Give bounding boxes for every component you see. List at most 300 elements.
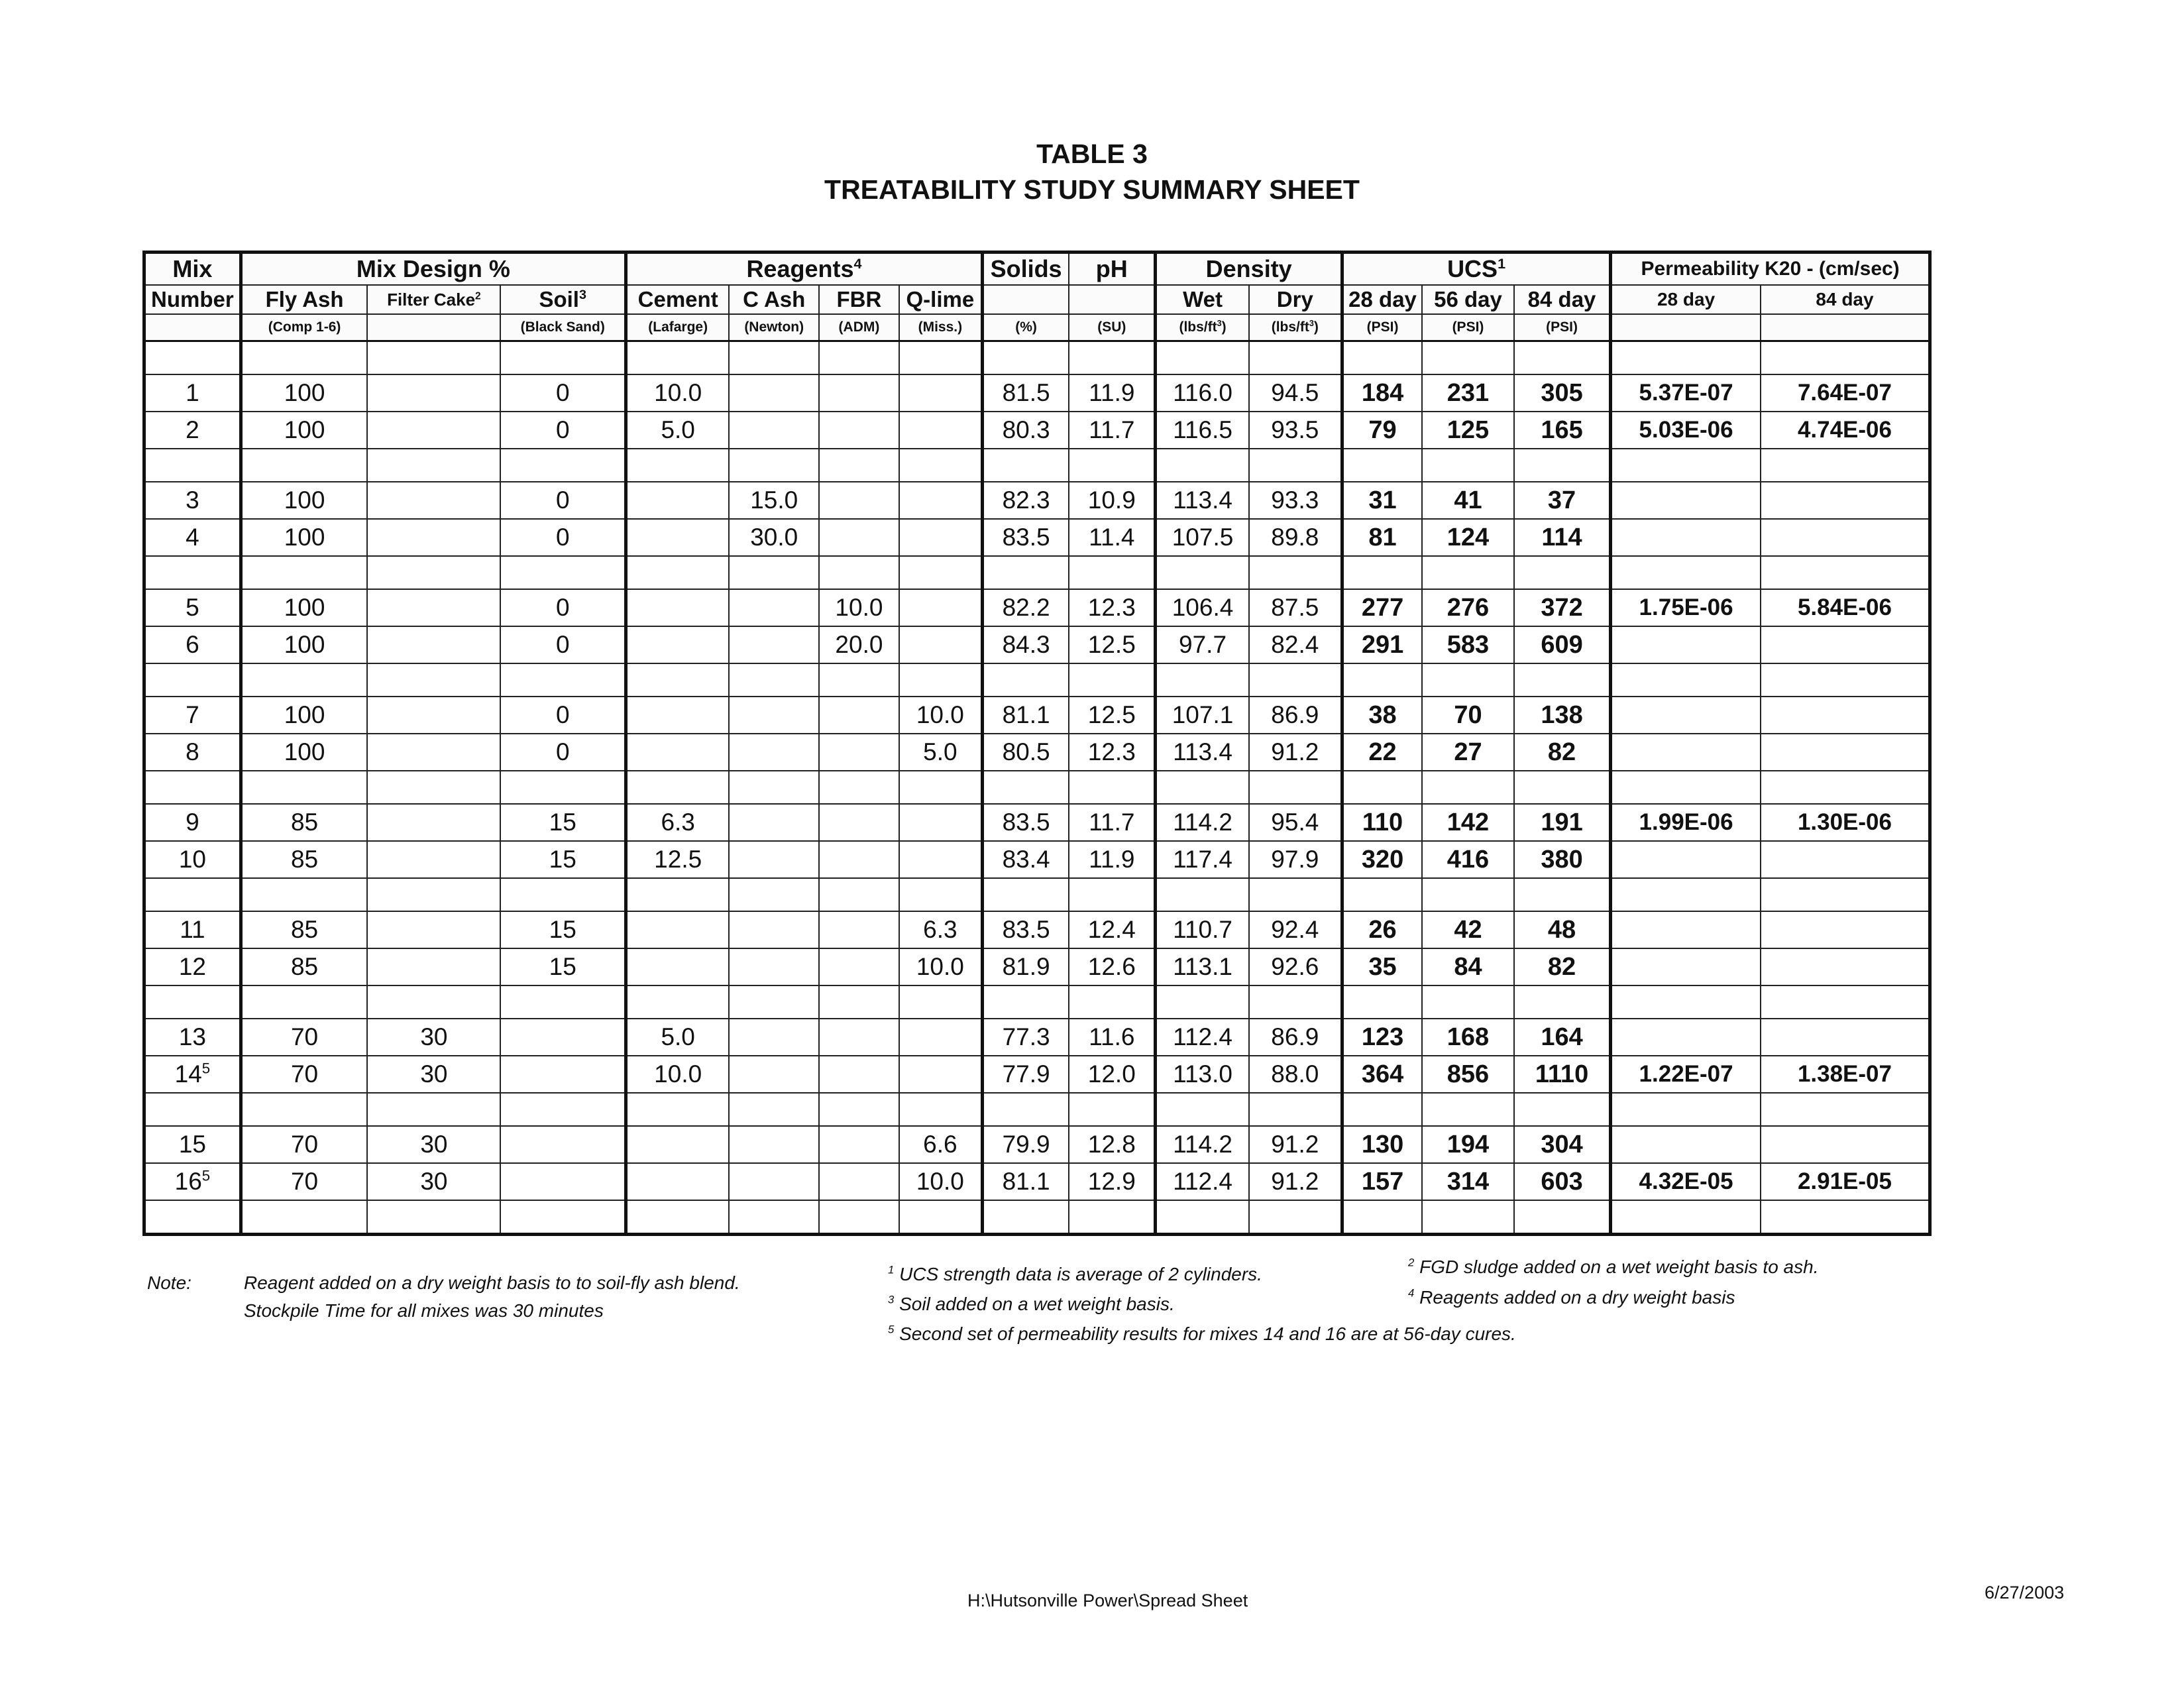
ucs-56-unit: (PSI) [1422,314,1514,341]
footnote-1: $^1$ UCS strength data is average of 2 cylinders. [888,1263,1262,1284]
footnote-4: $^4$ Reagents added on a dry weight basis [1408,1286,1735,1308]
filter-cake-cell [367,626,500,663]
filter-cake-cell [367,412,500,449]
q-lime-cell: 10.0 [899,697,983,734]
solids-header: Solids [982,253,1069,286]
density-dry-cell: 86.9 [1249,697,1342,734]
filter-cake-cell [367,519,500,556]
fbr-cell [819,841,899,878]
ucs-56-cell: 70 [1422,697,1514,734]
solids-cell: 81.5 [982,374,1069,412]
density-dry-cell: 87.5 [1249,589,1342,626]
mix-header: Mix [144,253,241,286]
reagents-header: Reagents$^4$ [626,253,983,286]
spacer-row [144,556,1930,589]
permeability-header: Permeability K20 - (cm/sec) [1611,253,1930,286]
summary-table [142,251,1932,1236]
soil-cell [500,1163,626,1200]
fbr-cell: 20.0 [819,626,899,663]
note-reagent-basis: Reagent added on a dry weight basis to to soil-fly ash blend. [244,1272,740,1293]
q-lime-header: Q-lime [899,285,983,314]
ucs-header: UCS$^1$ [1342,253,1610,286]
footnote-2: $^2$ FGD sludge added on a wet weight basis to ash. [1408,1256,1819,1277]
wet-header: Wet [1156,285,1249,314]
mix-number-cell: 10 [144,841,241,878]
fly-ash-header: Fly Ash [241,285,367,314]
ucs-56-cell: 416 [1422,841,1514,878]
cement-cell: 5.0 [626,412,730,449]
mix-number-cell: 13 [144,1019,241,1056]
density-wet-cell: 113.0 [1156,1056,1249,1093]
perm-28-cell [1611,948,1761,985]
solids-cell: 81.1 [982,1163,1069,1200]
solids-cell: 82.2 [982,589,1069,626]
filter-cake-cell [367,734,500,771]
density-wet-cell: 114.2 [1156,1126,1249,1163]
fbr-header: FBR [819,285,899,314]
table-row [144,1126,1930,1163]
fly-ash-cell: 85 [241,948,367,985]
solids-subheader [982,285,1069,314]
mix-number-cell: $14^5$ [144,1056,241,1093]
c-ash-cell [729,412,819,449]
density-dry-cell: 97.9 [1249,841,1342,878]
density-dry-cell: 89.8 [1249,519,1342,556]
soil-cell: 0 [500,697,626,734]
mix-number-cell: 6 [144,626,241,663]
c-ash-cell [729,626,819,663]
density-wet-cell: 107.1 [1156,697,1249,734]
wet-unit: $(lbs/ft^3)$ [1156,314,1249,341]
ph-cell: 12.0 [1069,1056,1156,1093]
spacer-row [144,771,1930,804]
density-dry-cell: 92.6 [1249,948,1342,985]
perm-28-cell [1611,519,1761,556]
ph-cell: 12.5 [1069,697,1156,734]
q-lime-cell: 6.6 [899,1126,983,1163]
c-ash-cell [729,1019,819,1056]
print-date: 6/27/2003 [1985,1583,2065,1602]
perm-84-cell [1761,1019,1930,1056]
ucs-84-cell: 48 [1514,911,1611,948]
number-header: Number [144,285,241,314]
ucs-56-cell: 142 [1422,804,1514,841]
soil-cell: 15 [500,841,626,878]
density-dry-cell: 86.9 [1249,1019,1342,1056]
ucs-84-cell: 305 [1514,374,1611,412]
fbr-unit: (ADM) [819,314,899,341]
ph-cell: 11.7 [1069,412,1156,449]
mix-number-cell: 15 [144,1126,241,1163]
cement-cell: 10.0 [626,1056,730,1093]
ph-cell: 12.3 [1069,589,1156,626]
file-path: H:\Hutsonville Power\Spread Sheet [967,1591,1248,1610]
fbr-cell [819,697,899,734]
ph-cell: 11.9 [1069,374,1156,412]
density-wet-cell: 116.0 [1156,374,1249,412]
cement-cell [626,697,730,734]
fbr-cell [819,948,899,985]
ucs-56-cell: 125 [1422,412,1514,449]
perm-84-cell: 4.74E-06 [1761,412,1930,449]
ph-header: pH [1069,253,1156,286]
ucs-84-cell: 191 [1514,804,1611,841]
cement-cell: 12.5 [626,841,730,878]
density-wet-cell: 117.4 [1156,841,1249,878]
perm-84-cell [1761,948,1930,985]
ucs-84-cell: 37 [1514,482,1611,519]
ucs-56-cell: 84 [1422,948,1514,985]
perm-28-cell: 4.32E-05 [1611,1163,1761,1200]
soil-cell [500,1126,626,1163]
solids-cell: 83.5 [982,911,1069,948]
fly-ash-cell: 100 [241,412,367,449]
perm-84-cell [1761,626,1930,663]
filter-cake-cell: 30 [367,1019,500,1056]
ucs-28-cell: 184 [1342,374,1422,412]
fly-ash-cell: 70 [241,1019,367,1056]
fbr-cell [819,412,899,449]
q-lime-unit: (Miss.) [899,314,983,341]
solids-cell: 83.4 [982,841,1069,878]
perm-28-cell: 5.37E-07 [1611,374,1761,412]
density-wet-cell: 116.5 [1156,412,1249,449]
mix-number-cell: 5 [144,589,241,626]
cement-header: Cement [626,285,730,314]
perm-28-cell [1611,697,1761,734]
note-label: Note: [147,1272,191,1293]
table-row [144,626,1930,663]
c-ash-unit: (Newton) [729,314,819,341]
table-row [144,1019,1930,1056]
filter-cake-cell [367,804,500,841]
density-dry-cell: 82.4 [1249,626,1342,663]
soil-cell: 0 [500,589,626,626]
ucs-28-header: 28 day [1342,285,1422,314]
fly-ash-cell: 100 [241,626,367,663]
solids-unit: (%) [982,314,1069,341]
density-dry-cell: 91.2 [1249,1163,1342,1200]
perm-84-header: 84 day [1761,285,1930,314]
q-lime-cell: 5.0 [899,734,983,771]
soil-cell: 0 [500,374,626,412]
ucs-28-cell: 157 [1342,1163,1422,1200]
table-title: TREATABILITY STUDY SUMMARY SHEET [824,174,1360,205]
ucs-84-cell: 165 [1514,412,1611,449]
density-wet-cell: 112.4 [1156,1163,1249,1200]
density-wet-cell: 114.2 [1156,804,1249,841]
table-row [144,697,1930,734]
soil-cell: 0 [500,412,626,449]
perm-28-cell [1611,482,1761,519]
q-lime-cell [899,804,983,841]
perm-84-cell: 7.64E-07 [1761,374,1930,412]
mix-number-cell: 8 [144,734,241,771]
density-wet-cell: 107.5 [1156,519,1249,556]
ucs-84-cell: 164 [1514,1019,1611,1056]
soil-cell [500,1056,626,1093]
density-wet-cell: 106.4 [1156,589,1249,626]
ucs-56-cell: 314 [1422,1163,1514,1200]
table-row [144,374,1930,412]
perm-28-cell [1611,1126,1761,1163]
density-wet-cell: 113.4 [1156,734,1249,771]
c-ash-cell: 30.0 [729,519,819,556]
cement-cell: 5.0 [626,1019,730,1056]
q-lime-cell [899,1056,983,1093]
perm-28-cell [1611,734,1761,771]
ph-unit: (SU) [1069,314,1156,341]
mix-number-cell: 9 [144,804,241,841]
cement-cell [626,482,730,519]
soil-cell: 15 [500,948,626,985]
fbr-cell [819,1126,899,1163]
c-ash-cell [729,804,819,841]
ph-subheader [1069,285,1156,314]
filter-cake-cell [367,589,500,626]
mix-number-cell: 4 [144,519,241,556]
ucs-28-cell: 81 [1342,519,1422,556]
perm-28-cell [1611,841,1761,878]
mix-number-cell: 3 [144,482,241,519]
solids-cell: 82.3 [982,482,1069,519]
perm-28-header: 28 day [1611,285,1761,314]
fly-ash-cell: 100 [241,589,367,626]
c-ash-cell [729,1126,819,1163]
spacer-row [144,341,1930,375]
ucs-28-cell: 79 [1342,412,1422,449]
density-dry-cell: 88.0 [1249,1056,1342,1093]
cement-cell [626,1126,730,1163]
table-number: TABLE 3 [1036,139,1148,169]
ph-cell: 11.6 [1069,1019,1156,1056]
ucs-56-cell: 168 [1422,1019,1514,1056]
fly-ash-cell: 70 [241,1163,367,1200]
ucs-28-cell: 26 [1342,911,1422,948]
fly-ash-cell: 100 [241,697,367,734]
table-row [144,519,1930,556]
ph-cell: 11.4 [1069,519,1156,556]
perm-28-cell: 1.99E-06 [1611,804,1761,841]
table-row [144,1056,1930,1093]
ucs-28-unit: (PSI) [1342,314,1422,341]
fly-ash-cell: 85 [241,804,367,841]
soil-cell: 15 [500,911,626,948]
ph-cell: 12.4 [1069,911,1156,948]
ucs-28-cell: 22 [1342,734,1422,771]
c-ash-cell [729,841,819,878]
solids-cell: 79.9 [982,1126,1069,1163]
perm-84-cell [1761,1126,1930,1163]
ph-cell: 11.9 [1069,841,1156,878]
q-lime-cell [899,1019,983,1056]
mix-number-cell: 7 [144,697,241,734]
ph-cell: 12.9 [1069,1163,1156,1200]
soil-unit: (Black Sand) [500,314,626,341]
cement-cell: 6.3 [626,804,730,841]
solids-cell: 84.3 [982,626,1069,663]
filter-cake-cell: 30 [367,1056,500,1093]
perm-28-cell: 1.75E-06 [1611,589,1761,626]
ucs-84-cell: 114 [1514,519,1611,556]
dry-unit: $(lbs/ft^3)$ [1249,314,1342,341]
density-wet-cell: 112.4 [1156,1019,1249,1056]
fly-ash-cell: 70 [241,1126,367,1163]
spacer-row [144,878,1930,911]
table-row [144,1163,1930,1200]
solids-cell: 80.3 [982,412,1069,449]
fbr-cell [819,1056,899,1093]
ucs-84-cell: 304 [1514,1126,1611,1163]
ucs-56-header: 56 day [1422,285,1514,314]
ucs-84-cell: 603 [1514,1163,1611,1200]
perm-84-cell [1761,697,1930,734]
ucs-56-cell: 42 [1422,911,1514,948]
spacer-row [144,1093,1930,1126]
c-ash-cell [729,1163,819,1200]
fly-ash-cell: 70 [241,1056,367,1093]
q-lime-cell [899,519,983,556]
mix-number-cell: 1 [144,374,241,412]
cement-cell [626,948,730,985]
ph-cell: 10.9 [1069,482,1156,519]
filter-cake-cell: 30 [367,1126,500,1163]
density-dry-cell: 95.4 [1249,804,1342,841]
ucs-28-cell: 38 [1342,697,1422,734]
table-row [144,948,1930,985]
q-lime-cell: 6.3 [899,911,983,948]
ucs-84-cell: 82 [1514,948,1611,985]
ucs-84-cell: 380 [1514,841,1611,878]
mix-number-cell: 11 [144,911,241,948]
cement-cell [626,911,730,948]
table-row [144,482,1930,519]
filter-cake-cell [367,482,500,519]
ucs-28-cell: 35 [1342,948,1422,985]
table-row [144,589,1930,626]
perm-28-cell: 5.03E-06 [1611,412,1761,449]
note-stockpile-time: Stockpile Time for all mixes was 30 minutes [244,1300,604,1321]
cement-cell [626,589,730,626]
perm-28-cell [1611,1019,1761,1056]
ucs-84-cell: 138 [1514,697,1611,734]
perm-84-cell [1761,841,1930,878]
ucs-84-cell: 609 [1514,626,1611,663]
filter-cake-cell [367,911,500,948]
filter-cake-cell [367,948,500,985]
density-wet-cell: 113.4 [1156,482,1249,519]
table-body [144,341,1930,1235]
perm-84-cell [1761,911,1930,948]
perm-84-cell [1761,519,1930,556]
ucs-56-cell: 124 [1422,519,1514,556]
cement-unit: (Lafarge) [626,314,730,341]
soil-cell: 15 [500,804,626,841]
q-lime-cell [899,841,983,878]
soil-cell: 0 [500,519,626,556]
dry-header: Dry [1249,285,1342,314]
c-ash-cell [729,734,819,771]
c-ash-cell [729,697,819,734]
ucs-28-cell: 31 [1342,482,1422,519]
q-lime-cell: 10.0 [899,948,983,985]
density-dry-cell: 91.2 [1249,1126,1342,1163]
ucs-84-header: 84 day [1514,285,1611,314]
filter-cake-cell: 30 [367,1163,500,1200]
perm-28-cell: 1.22E-07 [1611,1056,1761,1093]
table-row [144,734,1930,771]
soil-cell: 0 [500,734,626,771]
ucs-28-cell: 123 [1342,1019,1422,1056]
soil-cell: 0 [500,482,626,519]
c-ash-cell: 15.0 [729,482,819,519]
fly-ash-cell: 100 [241,734,367,771]
filter-cake-cell [367,841,500,878]
table-row [144,804,1930,841]
fbr-cell [819,519,899,556]
mix-number-cell: 2 [144,412,241,449]
density-dry-cell: 94.5 [1249,374,1342,412]
header-group-row [144,253,1930,286]
ucs-56-cell: 583 [1422,626,1514,663]
footnote-5: $^5$ Second set of permeability results for mixes 14 and 16 are at 56-day cures. [888,1323,1516,1344]
solids-cell: 83.5 [982,519,1069,556]
density-wet-cell: 97.7 [1156,626,1249,663]
fly-ash-unit: (Comp 1-6) [241,314,367,341]
ucs-28-cell: 320 [1342,841,1422,878]
perm-84-cell: 5.84E-06 [1761,589,1930,626]
mix-number-cell: $16^5$ [144,1163,241,1200]
solids-cell: 83.5 [982,804,1069,841]
density-wet-cell: 110.7 [1156,911,1249,948]
density-dry-cell: 91.2 [1249,734,1342,771]
filter-cake-cell [367,697,500,734]
fly-ash-cell: 100 [241,482,367,519]
perm-84-cell [1761,734,1930,771]
ucs-28-cell: 110 [1342,804,1422,841]
soil-cell: 0 [500,626,626,663]
cement-cell [626,1163,730,1200]
ucs-84-cell: 372 [1514,589,1611,626]
ucs-84-cell: 82 [1514,734,1611,771]
density-wet-cell: 113.1 [1156,948,1249,985]
perm-28-cell [1611,626,1761,663]
ucs-28-cell: 277 [1342,589,1422,626]
fbr-cell [819,374,899,412]
perm-84-cell: 1.38E-07 [1761,1056,1930,1093]
fly-ash-cell: 100 [241,374,367,412]
solids-cell: 77.3 [982,1019,1069,1056]
ucs-84-cell: 1110 [1514,1056,1611,1093]
ph-cell: 12.6 [1069,948,1156,985]
ucs-84-unit: (PSI) [1514,314,1611,341]
ucs-56-cell: 194 [1422,1126,1514,1163]
spacer-row [144,985,1930,1019]
header-column-row [144,285,1930,314]
c-ash-cell [729,911,819,948]
cement-cell [626,734,730,771]
fbr-cell [819,1019,899,1056]
density-dry-cell: 93.5 [1249,412,1342,449]
q-lime-cell [899,589,983,626]
footnote-3: $^3$ Soil added on a wet weight basis. [888,1293,1175,1314]
soil-header: Soil$^3$ [500,285,626,314]
table-row [144,911,1930,948]
perm-28-cell [1611,911,1761,948]
filter-cake-header: Filter Cake$^2$ [367,285,500,314]
ucs-28-cell: 291 [1342,626,1422,663]
perm-84-cell: 1.30E-06 [1761,804,1930,841]
